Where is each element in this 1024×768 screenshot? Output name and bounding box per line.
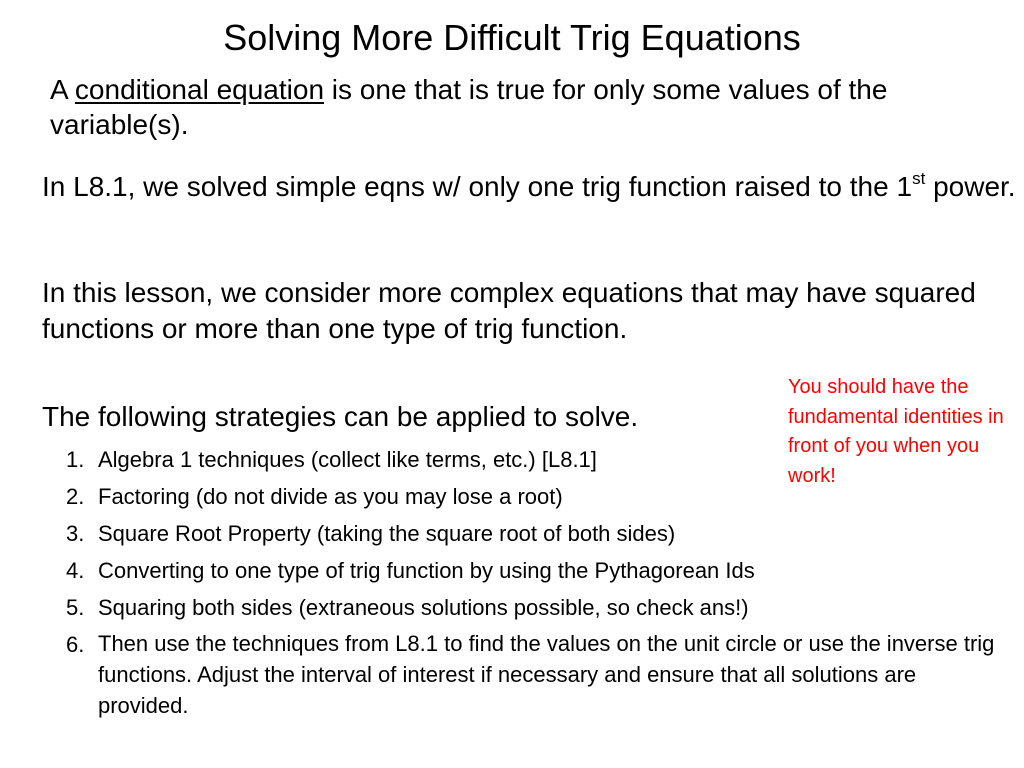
strategy-number: 1. [66,447,85,472]
ordinal-superscript: st [912,168,926,188]
strategy-text: Algebra 1 techniques (collect like terms, etc.) [L8.1] [98,447,597,472]
strategy-item [66,480,996,513]
definition-prefix: A [50,74,68,105]
strategy-number: 3. [66,521,85,546]
strategy-text: Then use the techniques from L8.1 to find the values on the unit circle or use the inverse trig functions. Adjust the interval of interest if necessary and ensure that all solutions are provided. [98,631,995,718]
strategy-text: Converting to one type of trig function by using the Pythagorean Ids [98,558,755,583]
strategy-text: Squaring both sides (extraneous solutions possible, so check ans!) [98,595,749,620]
lesson-scope-paragraph: In this lesson, we consider more complex equations that may have squared functions or more than one type of trig function. [42,277,976,344]
strategy-number: 6. [66,632,85,657]
previous-lesson-paragraph [42,169,1017,205]
strategy-item [66,554,996,587]
identities-reminder-note: You should have the fundamental identities in front of you when you work! [788,376,1004,487]
strategy-item [66,628,996,721]
strategy-item [66,591,996,624]
strategy-list [66,443,996,725]
slide-title: Solving More Difficult Trig Equations [223,17,801,58]
definition-paragraph [50,72,1010,142]
definition-text: is one that is true for only some values of the variable(s). [50,74,888,140]
strategies-heading: The following strategies can be applied to solve. [42,401,639,432]
strategy-item [66,443,996,476]
previous-lesson-text: In L8.1, we solved simple eqns w/ only one trig function raised to the 1 [42,171,913,202]
definition-term: conditional equation [74,74,325,105]
previous-lesson-text-end: power. [925,171,1016,202]
strategy-number: 5. [66,595,85,620]
strategy-text: Square Root Property (taking the square root of both sides) [98,521,676,546]
strategy-number: 2. [66,484,85,509]
strategy-item [66,517,996,550]
strategy-number: 4. [66,558,85,583]
strategy-text: Factoring (do not divide as you may lose a root) [98,484,563,509]
